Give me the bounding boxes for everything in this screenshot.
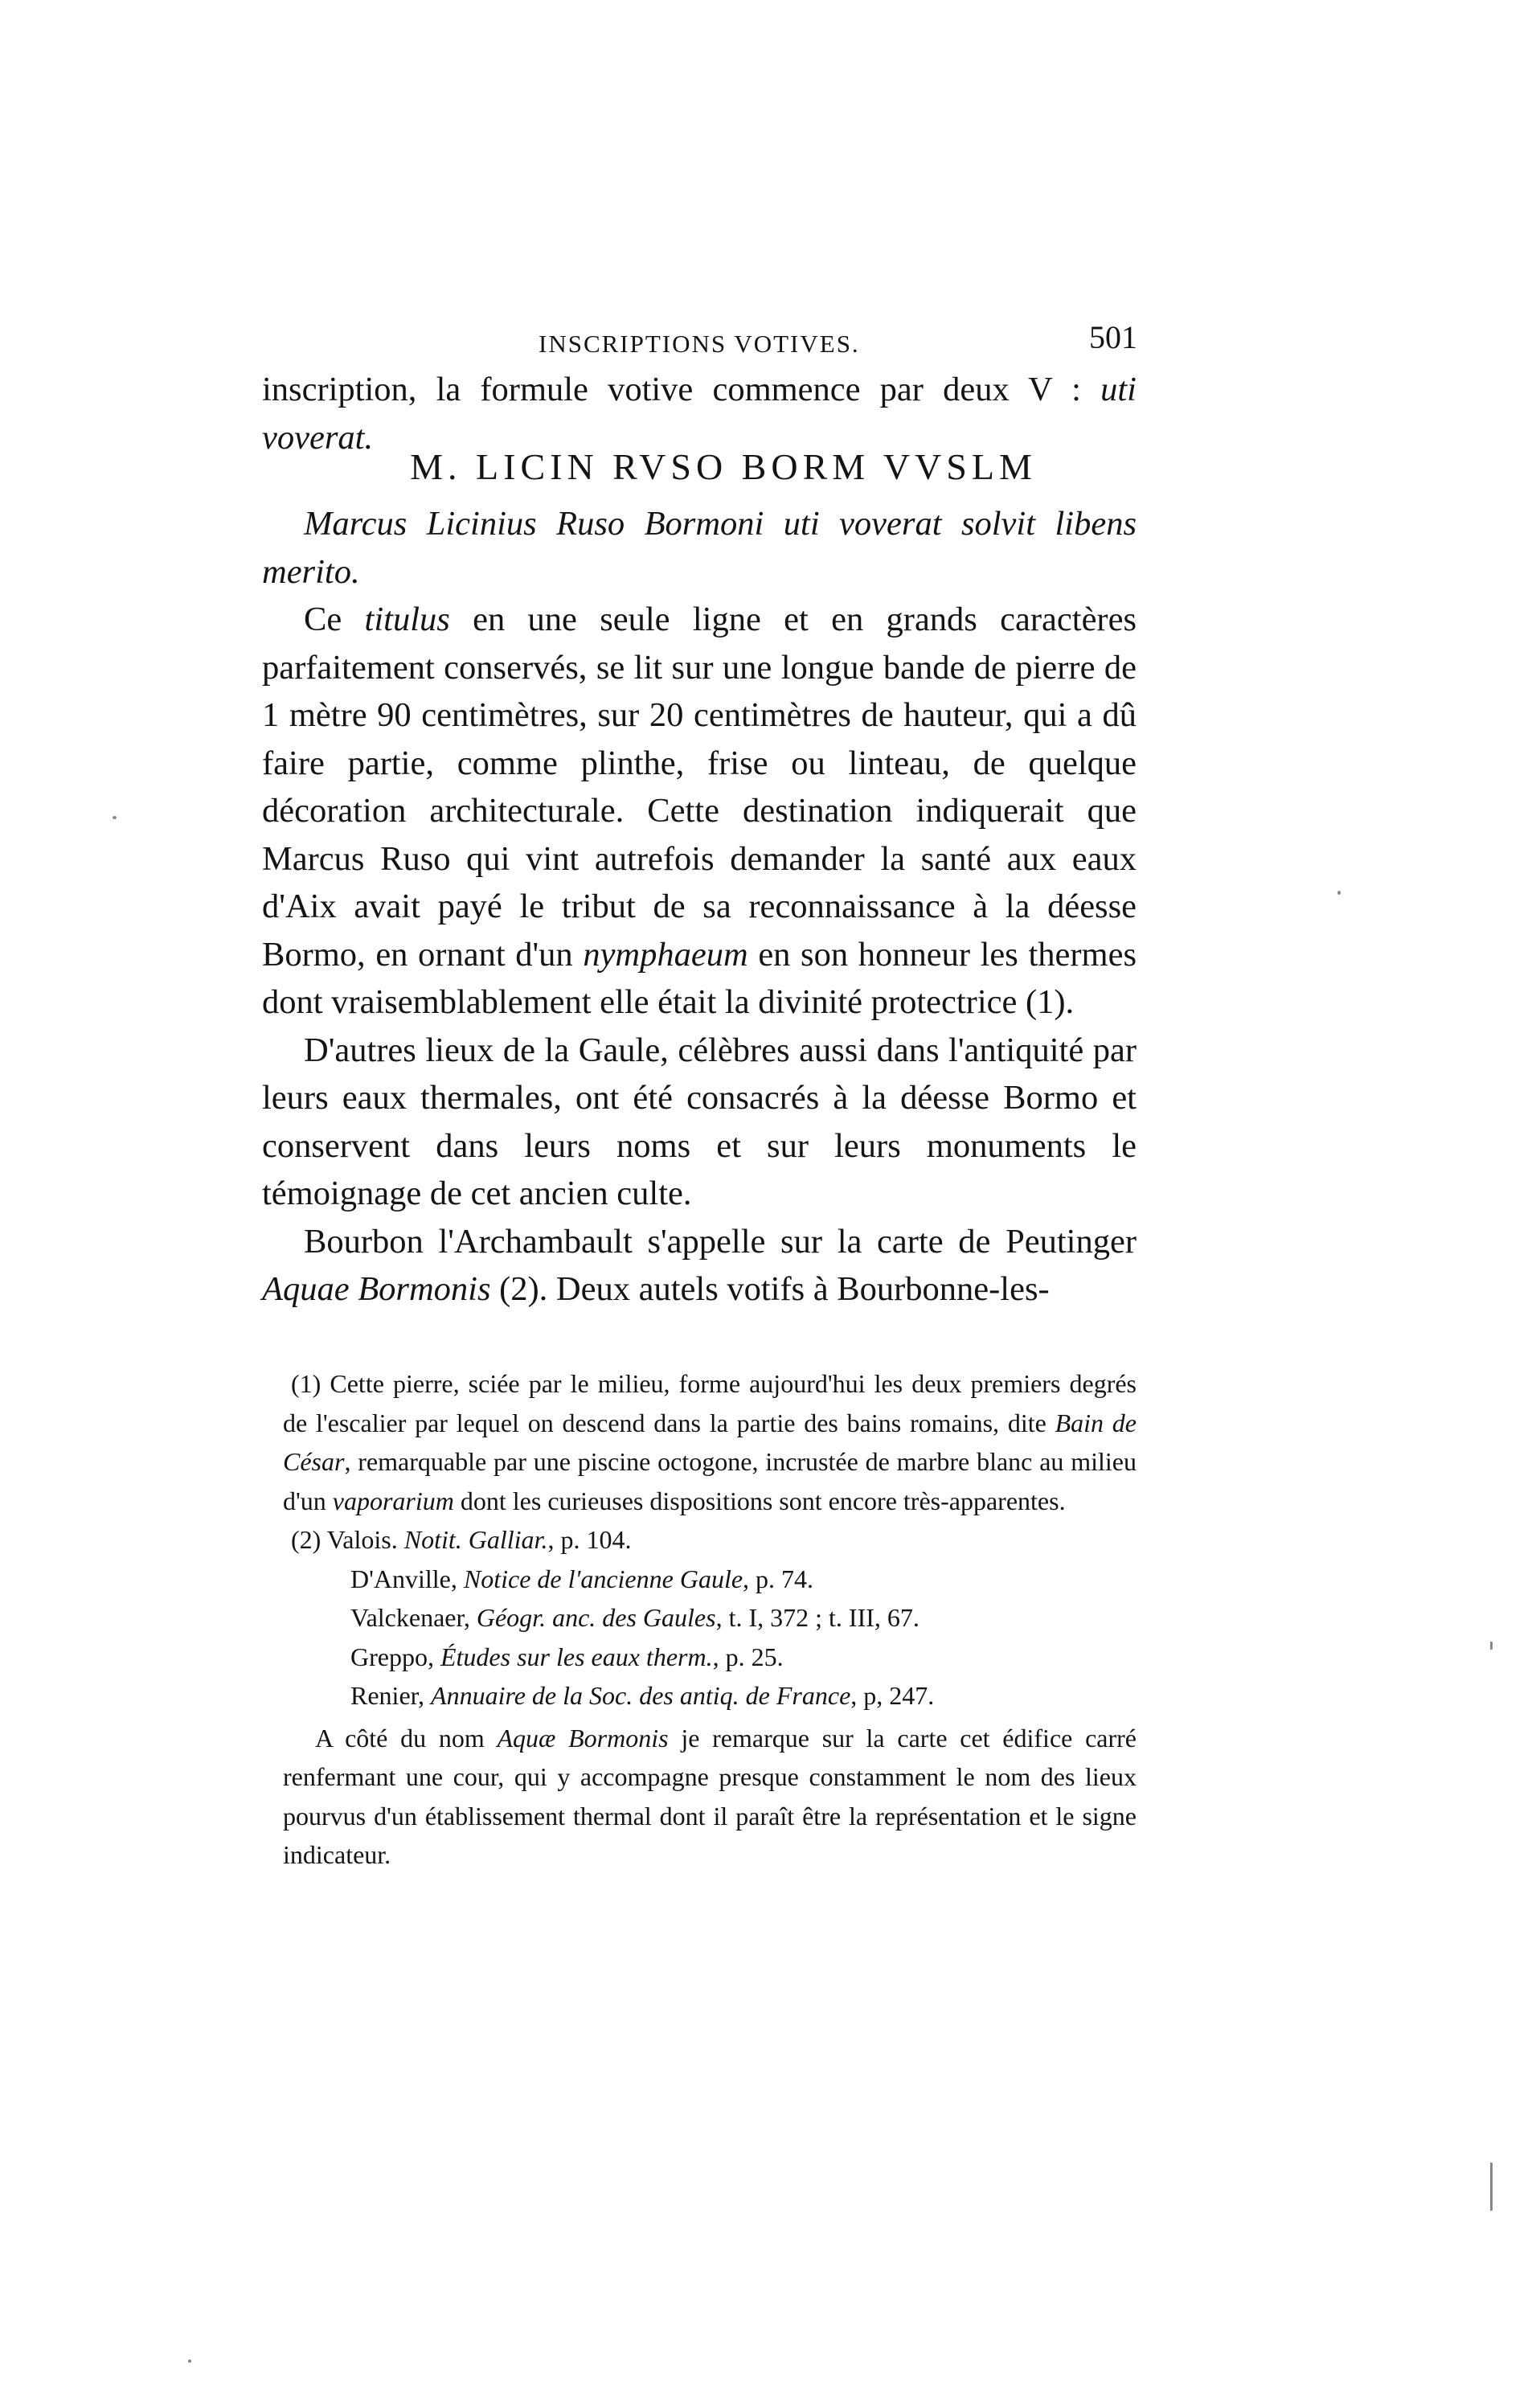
expansion-text: Marcus Licinius Ruso Bormoni uti voverat solvit libens merito. [262, 505, 1137, 591]
note1-b: , remarquable par une piscine octogone, incrustée de marbre blanc au milieu d'un [283, 1447, 1137, 1515]
titulus-word: titulus [364, 601, 450, 638]
closing-b: je remarque sur la carte cet édifice carré renfermant une cour, qui y accompagne presque constamment le nom des lieux pourvus d'un établissement thermal dont il paraît être la représentation et le signe indicateur. [283, 1723, 1137, 1869]
note-closing-paragraph [283, 1719, 1137, 1875]
footnote-1 [283, 1364, 1137, 1520]
note1-a: (1) Cette pierre, sciée par le milieu, forme aujourd'hui les deux premiers degrés de l'escalier par lequel on descend dans la partie des bains romains, dite [283, 1369, 1137, 1437]
note1-bain: Bain de César [283, 1408, 1137, 1476]
ref-rest: , p, 247. [850, 1681, 935, 1710]
scan-speck [1490, 2163, 1493, 2211]
note1-c: dont les curieuses dispositions sont encore très-apparentes. [453, 1486, 1066, 1515]
closing-italic: Aquæ Bormonis [497, 1723, 669, 1753]
aquae-bormonis: Aquae Bormonis [262, 1270, 491, 1308]
ref-work: Études sur les eaux therm. [440, 1642, 713, 1671]
note2-a: (2) Valois. [291, 1525, 404, 1554]
ref-rest: , p. 25. [712, 1642, 784, 1671]
titulus-a: Ce [304, 601, 365, 638]
scan-speck [1490, 1642, 1493, 1650]
page-number: 501 [1089, 319, 1137, 355]
ref-rest: , p. 74. [743, 1564, 814, 1593]
ref-author: Renier, [350, 1681, 432, 1710]
note2-b: , p. 104. [547, 1525, 632, 1554]
ref-rest: , t. I, 372 ; t. III, 67. [715, 1603, 919, 1632]
running-title: INSCRIPTIONS VOTIVES. [539, 330, 860, 358]
intro-formula: uti voverat. [262, 371, 1137, 457]
ref-work: Notice de l'ancienne Gaule [463, 1564, 743, 1593]
scan-speck [188, 2359, 191, 2363]
note1-vaporarium: vaporarium [332, 1486, 454, 1515]
inscription-expansion [262, 500, 1137, 596]
bourbon-b: (2). Deux autels votifs à Bourbonne-les- [490, 1270, 1050, 1308]
bourbon-a: Bourbon l'Archambault s'appelle sur la carte de Peutinger [304, 1222, 1137, 1261]
reference-line [283, 1676, 1137, 1716]
ref-author: Greppo, [350, 1642, 440, 1671]
titulus-b: en une seule ligne et en grands caractères parfaitement conservés, se lit sur une longue bande de pierre de 1 mètre 90 centimètres, sur 20 centimètres de hauteur, qui a dû faire partie, comme plinthe, frise ou linteau, de quelque décoration architecturale. Cette destination indiquerait que Marcus Ruso qui vint autrefois demander la santé aux eaux d'Aix avait payé le tribut de sa reconnaissance à la déesse Bormo, en ornant d'un [262, 601, 1137, 974]
nymphaeum-word: nymphaeum [583, 935, 748, 974]
scan-speck [1337, 891, 1341, 895]
titulus-c: en son honneur les thermes dont vraisemblablement elle était la divinité protectrice (1). [262, 935, 1137, 1021]
footnote-2 [283, 1520, 1137, 1560]
reference-line [283, 1598, 1137, 1638]
paragraph-gaule: D'autres lieux de la Gaule, célèbres aussi dans l'antiquité par leurs eaux thermales, ont été consacrés à la déesse Bormo et conservent dans leurs noms et sur leurs monuments le témoignage de cet ancien culte. [262, 1031, 1137, 1212]
scan-speck [113, 816, 117, 819]
reference-line [283, 1560, 1137, 1599]
intro-text: inscription, la formule votive commence par deux V : [262, 371, 1101, 408]
running-head [261, 318, 1137, 367]
note2-italic: Notit. Galliar. [403, 1525, 548, 1554]
main-text [262, 366, 1137, 1314]
ref-author: Valckenaer, [350, 1603, 477, 1632]
paragraph-bourbon [262, 1218, 1137, 1314]
ref-work: Géogr. anc. des Gaules [476, 1603, 716, 1632]
closing-a: A côté du nom [315, 1723, 498, 1753]
paragraph-titulus [262, 596, 1137, 1027]
footnotes [283, 1364, 1137, 1875]
reference-line [283, 1638, 1137, 1677]
ref-author: D'Anville, [350, 1564, 464, 1593]
inscription-text: M. LICIN RVSO BORM VVSLM [410, 446, 1037, 487]
ref-work: Annuaire de la Soc. des antiq. de France [431, 1681, 851, 1710]
